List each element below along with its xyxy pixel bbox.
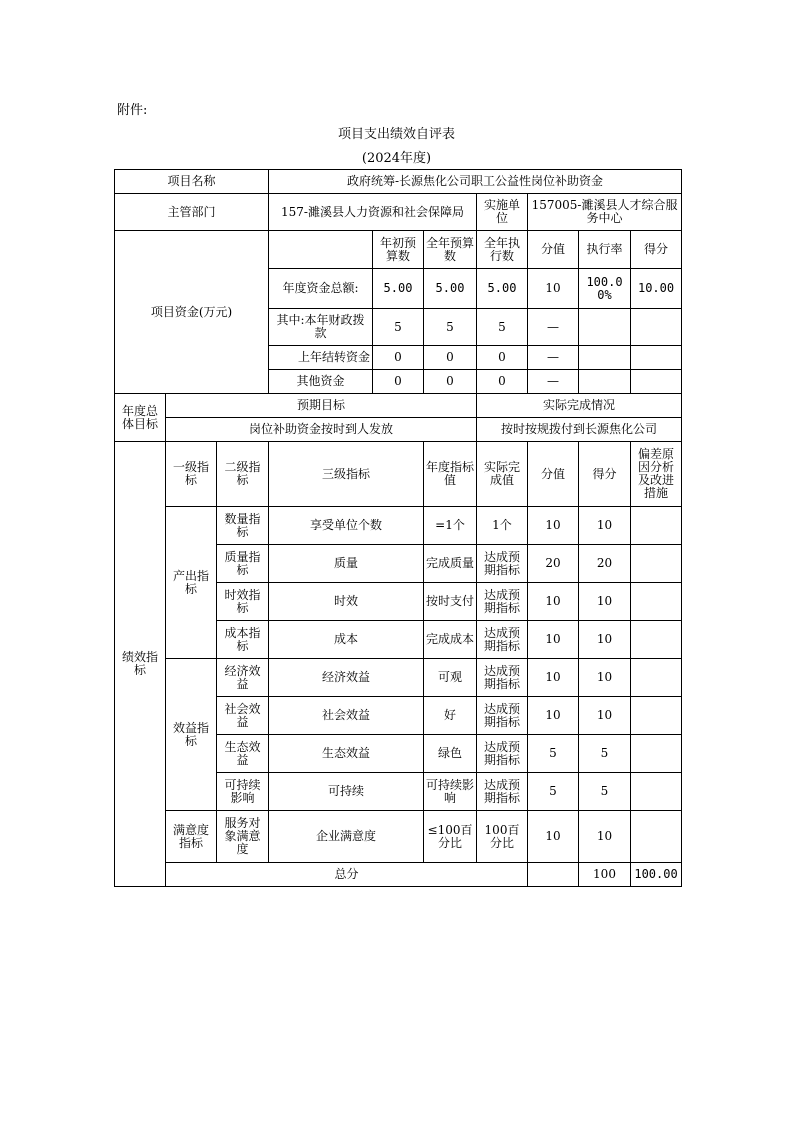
funds-row-name: 年度资金总额: xyxy=(269,269,373,309)
funds-label: 项目资金(万元) xyxy=(115,231,269,394)
funds-cell: 0 xyxy=(477,346,528,370)
perf-group-label: 满意度指标 xyxy=(166,811,217,863)
perf-target: 完成质量 xyxy=(424,545,477,583)
funds-score: — xyxy=(528,346,579,370)
perf-l2: 可持续影响 xyxy=(217,773,269,811)
funds-rate xyxy=(579,370,631,394)
year-subtitle: (2024年度) xyxy=(361,151,432,166)
perf-header: 得分 xyxy=(579,442,631,507)
perf-l2: 社会效益 xyxy=(217,697,269,735)
funds-cell: 0 xyxy=(373,346,424,370)
perf-deviation xyxy=(631,583,682,621)
perf-score: 5 xyxy=(528,773,579,811)
funds-got xyxy=(631,370,682,394)
perf-score: 10 xyxy=(528,697,579,735)
perf-score: 5 xyxy=(528,735,579,773)
perf-actual: 100百分比 xyxy=(477,811,528,863)
funds-cell: 5.00 xyxy=(373,269,424,309)
perf-l2: 质量指标 xyxy=(217,545,269,583)
perf-deviation xyxy=(631,735,682,773)
perf-l2: 成本指标 xyxy=(217,621,269,659)
perf-label: 绩效指标 xyxy=(115,442,166,887)
perf-row xyxy=(115,659,682,697)
funds-header: 全年预算数 xyxy=(424,231,477,269)
perf-got: 10 xyxy=(579,659,631,697)
project-name-value: 政府统筹-长源焦化公司职工公益性岗位补助资金 xyxy=(269,170,682,194)
funds-cell: 0 xyxy=(373,370,424,394)
perf-l3: 质量 xyxy=(269,545,424,583)
project-name-row xyxy=(115,170,682,194)
perf-score: 10 xyxy=(528,811,579,863)
perf-l2: 生态效益 xyxy=(217,735,269,773)
perf-actual: 1个 xyxy=(477,507,528,545)
attachment-label: 附件: xyxy=(117,103,148,118)
funds-cell: 5.00 xyxy=(424,269,477,309)
perf-l3: 时效 xyxy=(269,583,424,621)
perf-l3: 成本 xyxy=(269,621,424,659)
funds-cell: 5 xyxy=(477,309,528,346)
perf-target: =1个 xyxy=(424,507,477,545)
perf-score: 10 xyxy=(528,507,579,545)
perf-header: 三级指标 xyxy=(269,442,424,507)
perf-score: 10 xyxy=(528,621,579,659)
perf-l2: 经济效益 xyxy=(217,659,269,697)
funds-row-name: 其中:本年财政拨款 xyxy=(269,309,373,346)
goals-label: 年度总体目标 xyxy=(115,394,166,442)
perf-target: 可持续影响 xyxy=(424,773,477,811)
goals-actual-header: 实际完成情况 xyxy=(477,394,682,418)
total-label: 总分 xyxy=(166,863,528,887)
perf-actual: 达成预期指标 xyxy=(477,697,528,735)
perf-got: 20 xyxy=(579,545,631,583)
funds-header: 年初预算数 xyxy=(373,231,424,269)
perf-l3: 企业满意度 xyxy=(269,811,424,863)
impl-unit-value: 157005-濉溪县人才综合服务中心 xyxy=(528,194,682,231)
goals-expected-header: 预期目标 xyxy=(166,394,477,418)
total-row xyxy=(115,863,682,887)
perf-deviation xyxy=(631,659,682,697)
goals-header-row xyxy=(115,394,682,418)
goals-expected: 岗位补助资金按时到人发放 xyxy=(166,418,477,442)
department-row xyxy=(115,194,682,231)
evaluation-table xyxy=(114,169,682,887)
project-name-label: 项目名称 xyxy=(115,170,269,194)
perf-got: 10 xyxy=(579,811,631,863)
perf-got: 5 xyxy=(579,735,631,773)
funds-score: — xyxy=(528,370,579,394)
impl-unit-label: 实施单位 xyxy=(477,194,528,231)
funds-cell: 5 xyxy=(373,309,424,346)
perf-row xyxy=(115,811,682,863)
total-blank xyxy=(528,863,579,887)
perf-deviation xyxy=(631,621,682,659)
perf-l3: 可持续 xyxy=(269,773,424,811)
funds-got xyxy=(631,346,682,370)
goals-actual: 按时按规拨付到长源焦化公司 xyxy=(477,418,682,442)
page-title: 项目支出绩效自评表 xyxy=(337,127,455,142)
dept-label: 主管部门 xyxy=(115,194,269,231)
funds-cell: 0 xyxy=(477,370,528,394)
perf-target: 可观 xyxy=(424,659,477,697)
perf-target: 好 xyxy=(424,697,477,735)
funds-score: — xyxy=(528,309,579,346)
funds-header: 分值 xyxy=(528,231,579,269)
perf-actual: 达成预期指标 xyxy=(477,773,528,811)
funds-header-blank xyxy=(269,231,373,269)
perf-deviation xyxy=(631,811,682,863)
perf-got: 5 xyxy=(579,773,631,811)
total-got: 100.00 xyxy=(631,863,682,887)
perf-actual: 达成预期指标 xyxy=(477,545,528,583)
perf-deviation xyxy=(631,545,682,583)
perf-l2: 服务对象满意度 xyxy=(217,811,269,863)
perf-l3: 社会效益 xyxy=(269,697,424,735)
perf-target: 完成成本 xyxy=(424,621,477,659)
funds-header: 执行率 xyxy=(579,231,631,269)
perf-header: 年度指标值 xyxy=(424,442,477,507)
perf-l3: 经济效益 xyxy=(269,659,424,697)
funds-cell: 5 xyxy=(424,309,477,346)
perf-target: ≤100百分比 xyxy=(424,811,477,863)
perf-actual: 达成预期指标 xyxy=(477,659,528,697)
perf-header: 二级指标 xyxy=(217,442,269,507)
perf-group-label: 效益指标 xyxy=(166,659,217,811)
perf-header: 实际完成值 xyxy=(477,442,528,507)
perf-got: 10 xyxy=(579,507,631,545)
funds-cell: 0 xyxy=(424,346,477,370)
perf-actual: 达成预期指标 xyxy=(477,621,528,659)
funds-header: 全年执行数 xyxy=(477,231,528,269)
funds-row-name: 上年结转资金 xyxy=(269,346,373,370)
funds-got xyxy=(631,309,682,346)
funds-rate: 100.00% xyxy=(579,269,631,309)
perf-l3: 享受单位个数 xyxy=(269,507,424,545)
funds-cell: 5.00 xyxy=(477,269,528,309)
perf-deviation xyxy=(631,697,682,735)
perf-l2: 时效指标 xyxy=(217,583,269,621)
perf-target: 按时支付 xyxy=(424,583,477,621)
perf-deviation xyxy=(631,507,682,545)
funds-header-row xyxy=(115,231,682,269)
perf-got: 10 xyxy=(579,583,631,621)
perf-score: 20 xyxy=(528,545,579,583)
perf-header: 分值 xyxy=(528,442,579,507)
funds-cell: 0 xyxy=(424,370,477,394)
perf-actual: 达成预期指标 xyxy=(477,583,528,621)
total-score: 100 xyxy=(579,863,631,887)
funds-rate xyxy=(579,309,631,346)
funds-header: 得分 xyxy=(631,231,682,269)
perf-actual: 达成预期指标 xyxy=(477,735,528,773)
funds-row-name: 其他资金 xyxy=(269,370,373,394)
perf-header: 偏差原因分析及改进措施 xyxy=(631,442,682,507)
goals-row xyxy=(115,418,682,442)
perf-header: 一级指标 xyxy=(166,442,217,507)
perf-target: 绿色 xyxy=(424,735,477,773)
perf-header-row xyxy=(115,442,682,507)
perf-row xyxy=(115,507,682,545)
perf-deviation xyxy=(631,773,682,811)
perf-l2: 数量指标 xyxy=(217,507,269,545)
funds-rate xyxy=(579,346,631,370)
perf-score: 10 xyxy=(528,583,579,621)
dept-value: 157-濉溪县人力资源和社会保障局 xyxy=(269,194,477,231)
perf-got: 10 xyxy=(579,697,631,735)
funds-got: 10.00 xyxy=(631,269,682,309)
perf-score: 10 xyxy=(528,659,579,697)
perf-l3: 生态效益 xyxy=(269,735,424,773)
perf-got: 10 xyxy=(579,621,631,659)
perf-group-label: 产出指标 xyxy=(166,507,217,659)
funds-score: 10 xyxy=(528,269,579,309)
